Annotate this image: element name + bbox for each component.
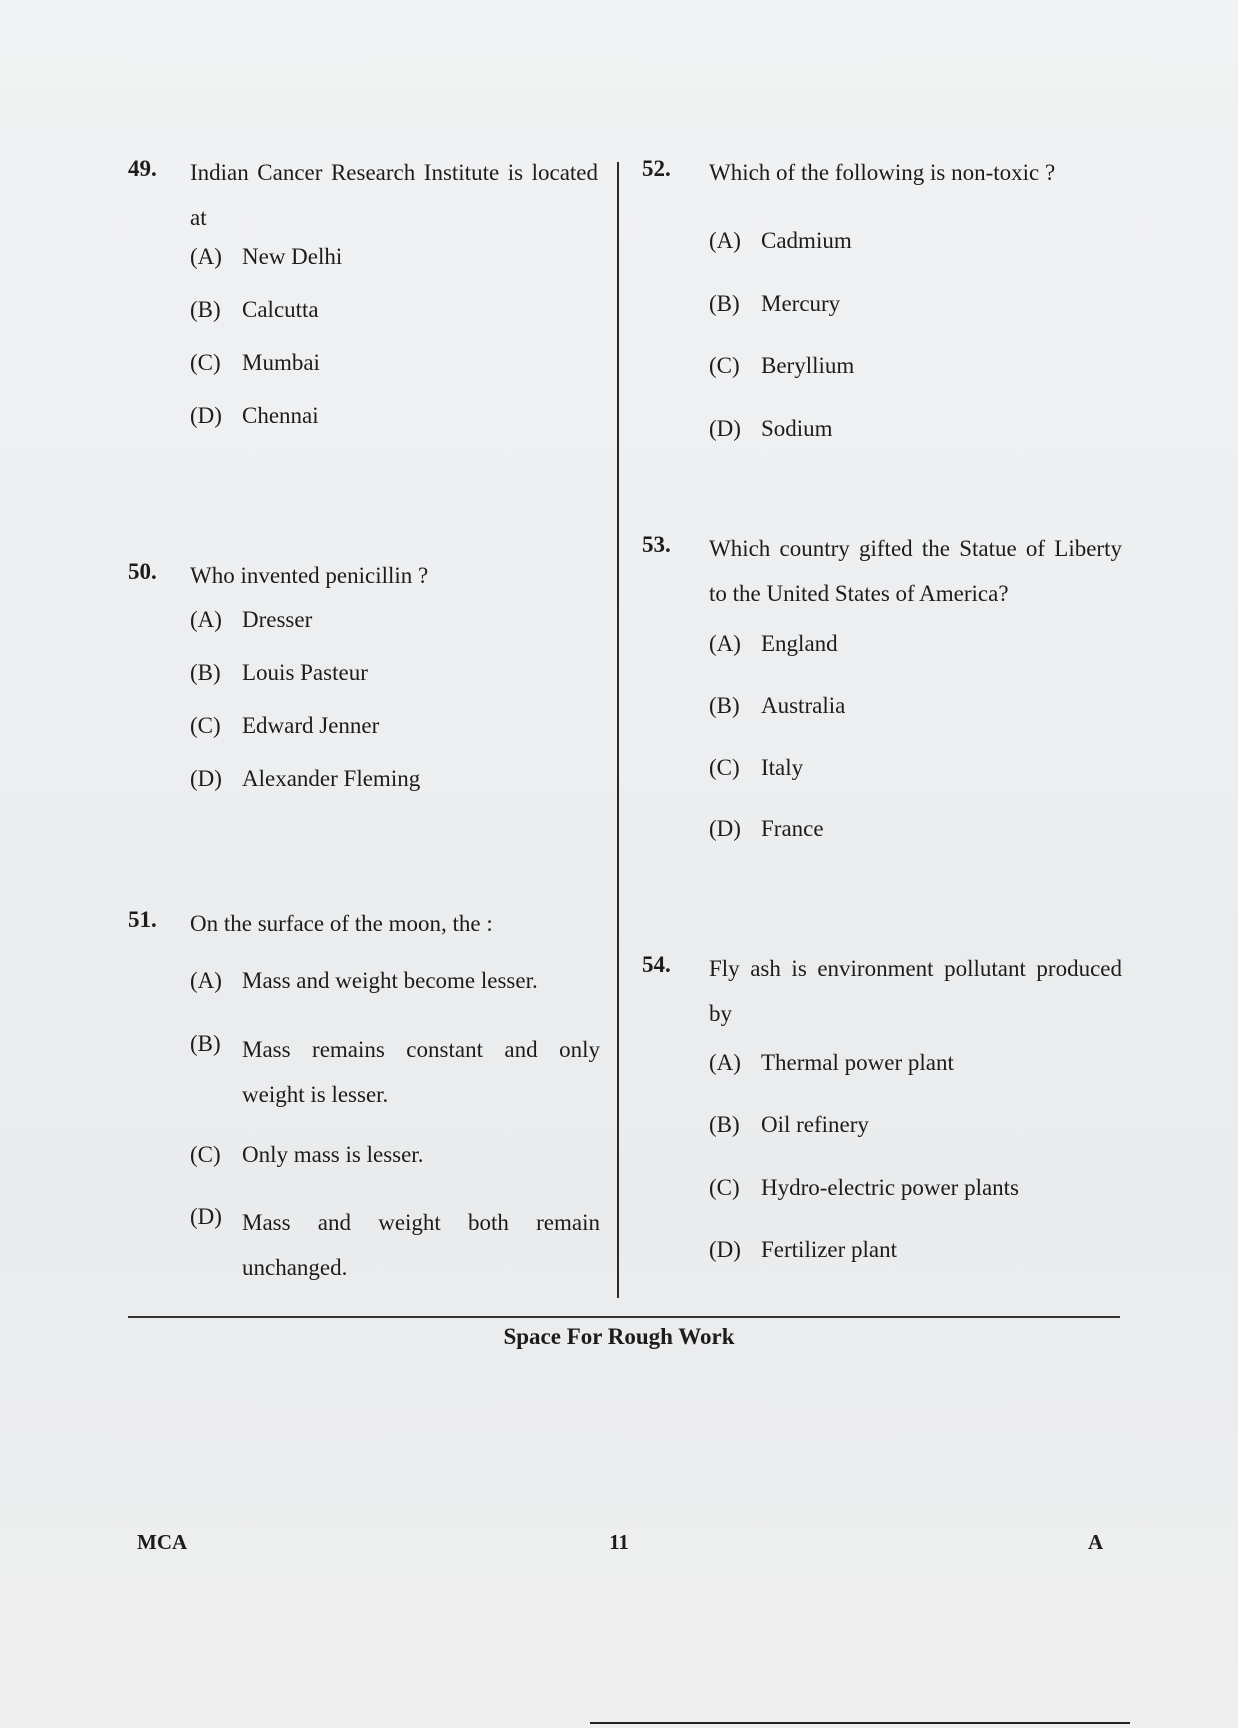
- question-53: [642, 526, 1122, 841]
- option-d: [190, 1200, 600, 1280]
- option-text: Thermal power plant: [761, 1050, 954, 1075]
- option-letter: (A): [190, 244, 222, 269]
- option-letter: (D): [190, 1204, 222, 1229]
- option-b: [190, 293, 319, 327]
- option-letter: (B): [190, 660, 221, 685]
- option-c: [709, 1171, 1019, 1205]
- option-c: [190, 346, 320, 380]
- footer-exam-code: MCA: [137, 1530, 188, 1554]
- option-text: Mercury: [761, 291, 841, 316]
- question-number: 52.: [642, 156, 671, 181]
- option-b: [190, 1027, 600, 1107]
- question-51: [128, 901, 600, 1280]
- option-d: [190, 762, 420, 796]
- option-text: Alexander Fleming: [242, 766, 421, 791]
- question-number: 53.: [642, 532, 671, 557]
- question-text: Indian Cancer Research Institute is located at: [190, 160, 598, 230]
- option-a: [190, 964, 538, 998]
- option-text: Mumbai: [242, 350, 320, 375]
- footer-series: A: [1088, 1530, 1104, 1554]
- option-text: Calcutta: [242, 297, 319, 322]
- option-c: [709, 751, 803, 785]
- option-a: [709, 224, 852, 258]
- option-letter: (D): [709, 816, 741, 841]
- option-text: Dresser: [242, 607, 313, 632]
- option-a: [709, 627, 838, 661]
- option-text: France: [761, 816, 824, 841]
- question-54: [642, 946, 1122, 1262]
- option-b: [709, 1108, 869, 1142]
- option-a: [709, 1046, 954, 1080]
- option-letter: (D): [190, 766, 222, 791]
- option-letter: (D): [190, 403, 222, 428]
- question-text: Fly ash is environment pollutant produced by: [709, 956, 1122, 1026]
- option-letter: (C): [190, 350, 221, 375]
- option-text: Louis Pasteur: [242, 660, 368, 685]
- option-letter: (A): [190, 968, 222, 993]
- question-49: [128, 150, 598, 428]
- option-text: Chennai: [242, 403, 319, 428]
- option-letter: (B): [709, 693, 740, 718]
- option-letter: (B): [190, 1031, 221, 1056]
- option-letter: (C): [709, 353, 740, 378]
- option-text: Italy: [761, 755, 804, 780]
- option-c: [190, 1138, 423, 1172]
- option-letter: (A): [709, 1050, 741, 1075]
- option-c: [709, 349, 854, 383]
- question-number: 51.: [128, 907, 157, 932]
- option-letter: (D): [709, 1237, 741, 1262]
- option-text: Edward Jenner: [242, 713, 380, 738]
- option-letter: (A): [709, 228, 741, 253]
- option-c: [190, 709, 379, 743]
- question-52: [642, 150, 1122, 441]
- question-50: [128, 553, 598, 791]
- question-text: Who invented penicillin ?: [190, 563, 429, 588]
- question-text: Which of the following is non-toxic ?: [709, 160, 1056, 185]
- option-d: [190, 399, 319, 433]
- option-letter: (B): [709, 1112, 740, 1137]
- option-text: Fertilizer plant: [761, 1237, 898, 1262]
- option-text: Cadmium: [761, 228, 852, 253]
- option-letter: (B): [190, 297, 221, 322]
- footer-page-number: 11: [609, 1530, 629, 1554]
- option-d: [709, 412, 833, 446]
- option-a: [190, 240, 342, 274]
- option-letter: (C): [709, 1175, 740, 1200]
- option-text: Mass and weight become lesser.: [242, 968, 538, 993]
- option-text: Only mass is lesser.: [242, 1142, 424, 1167]
- question-text: Which country gifted the Statue of Liberty to the United States of America?: [709, 536, 1122, 606]
- option-letter: (A): [190, 607, 222, 632]
- option-b: [190, 656, 368, 690]
- question-text: On the surface of the moon, the :: [190, 911, 493, 936]
- option-letter: (B): [709, 291, 740, 316]
- option-text: Hydro-electric power plants: [761, 1175, 1020, 1200]
- option-d: [709, 812, 824, 846]
- option-letter: (C): [190, 713, 221, 738]
- column-divider: [617, 162, 619, 1298]
- option-letter: (A): [709, 631, 741, 656]
- rough-work-label: Space For Rough Work: [503, 1324, 735, 1349]
- option-d: [709, 1233, 897, 1267]
- option-letter: (D): [709, 416, 741, 441]
- option-text: New Delhi: [242, 244, 343, 269]
- option-a: [190, 603, 312, 637]
- option-text: Sodium: [761, 416, 833, 441]
- option-b: [709, 689, 845, 723]
- option-text: Mass remains constant and only weight is lesser.: [242, 1037, 600, 1107]
- option-text: Australia: [761, 693, 846, 718]
- question-number: 50.: [128, 559, 157, 584]
- question-number: 49.: [128, 156, 157, 181]
- option-letter: (C): [709, 755, 740, 780]
- bottom-edge-line: [590, 1722, 1130, 1724]
- option-text: Beryllium: [761, 353, 855, 378]
- option-text: Mass and weight both remain unchanged.: [242, 1210, 600, 1280]
- option-letter: (C): [190, 1142, 221, 1167]
- question-number: 54.: [642, 952, 671, 977]
- option-text: England: [761, 631, 838, 656]
- section-rule: [128, 1316, 1120, 1318]
- option-text: Oil refinery: [761, 1112, 869, 1137]
- option-b: [709, 287, 840, 321]
